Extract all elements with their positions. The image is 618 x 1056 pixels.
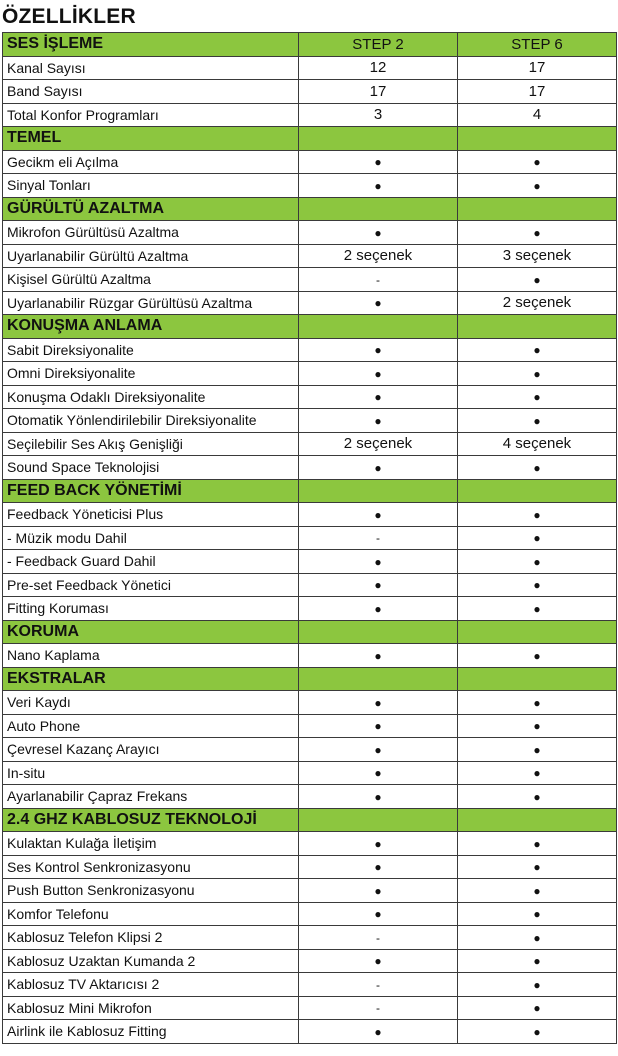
filled-dot-icon: ● [533,460,541,475]
cell-value: 3 seçenek [502,247,572,265]
step2-value [299,103,458,127]
column-header-step6 [458,197,617,221]
table-row [3,785,617,809]
filled-dot-icon: ● [533,531,541,546]
cell-value: 17 [528,59,546,77]
step2-value [299,597,458,621]
feature-label [3,550,299,574]
feature-label [3,526,299,550]
table-row [3,221,617,245]
feature-label [3,80,299,104]
cell-value: STEP 6 [511,35,563,53]
cell-value: EKSTRALAR [7,669,106,687]
cell-value: FEED BACK YÖNETİMİ [7,481,182,499]
cell-value: 2.4 GHZ KABLOSUZ TEKNOLOJİ [7,810,257,828]
step6-value [458,174,617,198]
step6-value [458,644,617,668]
filled-dot-icon: ● [374,578,382,593]
table-row [3,926,617,950]
cell-value: Sound Space Teknolojisi [7,459,160,476]
filled-dot-icon: ● [374,343,382,358]
cell-value: Fitting Koruması [7,600,109,617]
step6-value [458,996,617,1020]
feature-label [3,573,299,597]
cell-value: 17 [369,82,387,100]
column-header-step2 [299,127,458,151]
feature-label [3,503,299,527]
cell-value: Otomatik Yönlendirilebilir Direksiyonalite [7,412,257,429]
page-title: ÖZELLİKLER [2,5,136,28]
table-row [3,973,617,997]
section-header-row [3,620,617,644]
filled-dot-icon: ● [533,390,541,405]
step2-value [299,174,458,198]
filled-dot-icon: ● [374,695,382,710]
table-row [3,526,617,550]
cell-value: 12 [369,59,387,77]
feature-label [3,362,299,386]
cell-value: Uyarlanabilir Gürültü Azaltma [7,247,189,264]
feature-label [3,597,299,621]
cell-value: Veri Kaydı [7,694,71,711]
step2-value [299,362,458,386]
step6-value [458,879,617,903]
filled-dot-icon: ● [533,719,541,734]
cell-value: Auto Phone [7,717,81,734]
step2-value [299,268,458,292]
step2-value [299,761,458,785]
feature-label [3,409,299,433]
cell-value: In-situ [7,764,46,781]
step6-value [458,597,617,621]
cell-value: 2 seçenek [343,435,413,453]
table-row [3,855,617,879]
cell-value: Band Sayısı [7,83,83,100]
step2-value [299,503,458,527]
step6-value [458,855,617,879]
filled-dot-icon: ● [374,178,382,193]
filled-dot-icon: ● [533,1001,541,1016]
cell-value: 2 seçenek [502,294,572,312]
table-row [3,503,617,527]
filled-dot-icon: ● [533,954,541,969]
step2-value [299,456,458,480]
step2-value [299,832,458,856]
cell-value: Feedback Yöneticisi Plus [7,506,164,523]
feature-label [3,949,299,973]
cell-value: Sabit Direksiyonalite [7,341,134,358]
table-row [3,902,617,926]
table-row [3,644,617,668]
column-header-step2 [299,33,458,57]
section-title [3,127,299,151]
table-row [3,550,617,574]
section-title [3,315,299,339]
cell-value: 17 [528,82,546,100]
column-header-step2 [299,808,458,832]
cell-value: TEMEL [7,129,62,147]
filled-dot-icon: ● [533,883,541,898]
table-row [3,714,617,738]
filled-dot-icon: ● [533,907,541,922]
step2-value [299,949,458,973]
cell-value: 4 [532,106,542,124]
step2-value [299,56,458,80]
cell-value: - Müzik modu Dahil [7,529,127,546]
filled-dot-icon: ● [374,954,382,969]
section-header-row [3,667,617,691]
section-title [3,667,299,691]
filled-dot-icon: ● [374,789,382,804]
section-title [3,620,299,644]
step6-value [458,456,617,480]
step6-value [458,338,617,362]
feature-label [3,291,299,315]
feature-label [3,902,299,926]
step6-value [458,973,617,997]
table-row [3,291,617,315]
cell-value: 2 seçenek [343,247,413,265]
table-row [3,174,617,198]
step6-value [458,761,617,785]
feature-label [3,973,299,997]
filled-dot-icon: ● [533,178,541,193]
feature-label [3,691,299,715]
step6-value [458,503,617,527]
filled-dot-icon: ● [374,836,382,851]
filled-dot-icon: ● [533,578,541,593]
feature-label [3,996,299,1020]
filled-dot-icon: ● [374,390,382,405]
cell-value: Omni Direksiyonalite [7,365,136,382]
step2-value [299,714,458,738]
cell-value: Mikrofon Gürültüsü Azaltma [7,224,179,241]
feature-label [3,432,299,456]
filled-dot-icon: ● [533,366,541,381]
column-header-step2 [299,667,458,691]
column-header-step2 [299,620,458,644]
step6-value [458,362,617,386]
table-row [3,761,617,785]
filled-dot-icon: ● [374,296,382,311]
filled-dot-icon: ● [533,413,541,428]
section-title [3,479,299,503]
column-header-step6 [458,808,617,832]
step6-value [458,949,617,973]
step6-value [458,56,617,80]
filled-dot-icon: ● [533,601,541,616]
filled-dot-icon: ● [533,343,541,358]
step6-value [458,573,617,597]
step6-value [458,902,617,926]
filled-dot-icon: ● [374,907,382,922]
table-row [3,56,617,80]
cell-value: Kablosuz Uzaktan Kumanda 2 [7,952,196,969]
step2-value [299,80,458,104]
filled-dot-icon: ● [374,1024,382,1039]
features-table-body [3,33,617,1044]
filled-dot-icon: ● [533,860,541,875]
filled-dot-icon: ● [533,742,541,757]
table-row [3,362,617,386]
step6-value [458,832,617,856]
filled-dot-icon: ● [533,554,541,569]
step6-value [458,385,617,409]
filled-dot-icon: ● [533,225,541,240]
cell-value: Seçilebilir Ses Akış Genişliği [7,435,183,452]
filled-dot-icon: ● [374,742,382,757]
table-row [3,573,617,597]
filled-dot-icon: ● [533,507,541,522]
filled-dot-icon: ● [533,648,541,663]
cell-value: Push Button Senkronizasyonu [7,882,195,899]
step2-value [299,550,458,574]
step6-value [458,80,617,104]
feature-label [3,879,299,903]
table-row [3,268,617,292]
cell-value: SES İŞLEME [7,35,104,53]
filled-dot-icon: ● [533,695,541,710]
table-row [3,1020,617,1044]
cell-value: Total Konfor Programları [7,106,159,123]
feature-label [3,385,299,409]
cell-value: Kişisel Gürültü Azaltma [7,271,151,288]
section-title [3,808,299,832]
filled-dot-icon: ● [374,225,382,240]
table-row [3,949,617,973]
step2-value [299,855,458,879]
section-header-row [3,479,617,503]
feature-label [3,221,299,245]
feature-label [3,150,299,174]
filled-dot-icon: ● [533,766,541,781]
cell-value: Kablosuz Mini Mikrofon [7,999,152,1016]
step2-value [299,691,458,715]
step6-value [458,409,617,433]
filled-dot-icon: ● [374,366,382,381]
feature-label [3,785,299,809]
table-row [3,244,617,268]
step2-value [299,221,458,245]
filled-dot-icon: ● [374,719,382,734]
section-header-row [3,808,617,832]
filled-dot-icon: ● [533,836,541,851]
cell-value: Pre-set Feedback Yönetici [7,576,171,593]
table-row [3,385,617,409]
cell-value: STEP 2 [352,35,404,53]
cell-value: Kanal Sayısı [7,59,86,76]
feature-label [3,714,299,738]
section-title [3,197,299,221]
cell-value: - Feedback Guard Dahil [7,553,156,570]
cell-value: Ses Kontrol Senkronizasyonu [7,858,191,875]
feature-label [3,56,299,80]
filled-dot-icon: ● [533,977,541,992]
step2-value [299,996,458,1020]
step2-value [299,432,458,456]
section-header-row [3,33,617,57]
feature-label [3,244,299,268]
table-row [3,879,617,903]
step2-value [299,902,458,926]
table-row [3,996,617,1020]
filled-dot-icon: ● [374,766,382,781]
filled-dot-icon: ● [374,883,382,898]
column-header-step6 [458,127,617,151]
step6-value [458,926,617,950]
feature-label [3,338,299,362]
filled-dot-icon: ● [374,413,382,428]
table-row [3,738,617,762]
feature-label [3,738,299,762]
step2-value [299,738,458,762]
cell-value: Kablosuz Telefon Klipsi 2 [7,929,163,946]
table-row [3,409,617,433]
filled-dot-icon: ● [374,460,382,475]
feature-label [3,1020,299,1044]
cell-value: Nano Kaplama [7,647,100,664]
step2-value [299,573,458,597]
feature-label [3,926,299,950]
column-header-step6 [458,620,617,644]
cell-value: - [376,531,380,546]
column-header-step6 [458,315,617,339]
cell-value: 3 [373,106,383,124]
step6-value [458,221,617,245]
feature-label [3,761,299,785]
step6-value [458,691,617,715]
features-table [2,32,617,1044]
filled-dot-icon: ● [533,1024,541,1039]
cell-value: - [376,1001,380,1016]
cell-value: Kulaktan Kulağa İletişim [7,835,157,852]
filled-dot-icon: ● [533,930,541,945]
step6-value [458,738,617,762]
feature-label [3,174,299,198]
step2-value [299,973,458,997]
step6-value [458,526,617,550]
column-header-step2 [299,197,458,221]
cell-value: Uyarlanabilir Rüzgar Gürültüsü Azaltma [7,294,253,311]
section-header-row [3,315,617,339]
step6-value [458,714,617,738]
cell-value: Gecikm eli Açılma [7,153,119,170]
cell-value: Ayarlanabilir Çapraz Frekans [7,788,188,805]
step2-value [299,150,458,174]
feature-label [3,855,299,879]
step6-value [458,291,617,315]
step2-value [299,338,458,362]
step6-value [458,150,617,174]
filled-dot-icon: ● [374,554,382,569]
table-row [3,832,617,856]
step2-value [299,526,458,550]
step6-value [458,1020,617,1044]
filled-dot-icon: ● [374,601,382,616]
filled-dot-icon: ● [533,789,541,804]
table-row [3,80,617,104]
feature-label [3,832,299,856]
cell-value: Airlink ile Kablosuz Fitting [7,1023,167,1040]
table-row [3,150,617,174]
filled-dot-icon: ● [374,648,382,663]
column-header-step2 [299,479,458,503]
cell-value: Kablosuz TV Aktarıcısı 2 [7,976,160,993]
step2-value [299,926,458,950]
cell-value: Komfor Telefonu [7,905,109,922]
step2-value [299,644,458,668]
step6-value [458,550,617,574]
section-header-row [3,127,617,151]
step2-value [299,244,458,268]
filled-dot-icon: ● [374,155,382,170]
filled-dot-icon: ● [533,155,541,170]
cell-value: Konuşma Odaklı Direksiyonalite [7,388,206,405]
step2-value [299,879,458,903]
cell-value: Sinyal Tonları [7,177,91,194]
feature-label [3,456,299,480]
cell-value: GÜRÜLTÜ AZALTMA [7,199,164,217]
table-row [3,691,617,715]
cell-value: 4 seçenek [502,435,572,453]
cell-value: - [376,930,380,945]
cell-value: - [376,272,380,287]
filled-dot-icon: ● [533,272,541,287]
cell-value: - [376,977,380,992]
section-header-row [3,197,617,221]
step6-value [458,432,617,456]
filled-dot-icon: ● [374,507,382,522]
step2-value [299,785,458,809]
step2-value [299,291,458,315]
column-header-step6 [458,479,617,503]
table-row [3,338,617,362]
step6-value [458,785,617,809]
table-row [3,597,617,621]
step2-value [299,1020,458,1044]
filled-dot-icon: ● [374,860,382,875]
table-row [3,103,617,127]
column-header-step2 [299,315,458,339]
feature-label [3,268,299,292]
step6-value [458,268,617,292]
column-header-step6 [458,667,617,691]
step2-value [299,409,458,433]
cell-value: Çevresel Kazanç Arayıcı [7,741,160,758]
step6-value [458,244,617,268]
cell-value: KORUMA [7,622,79,640]
step2-value [299,385,458,409]
table-row [3,432,617,456]
cell-value: KONUŞMA ANLAMA [7,317,163,335]
column-header-step6 [458,33,617,57]
feature-label [3,644,299,668]
feature-label [3,103,299,127]
section-title [3,33,299,57]
step6-value [458,103,617,127]
table-row [3,456,617,480]
